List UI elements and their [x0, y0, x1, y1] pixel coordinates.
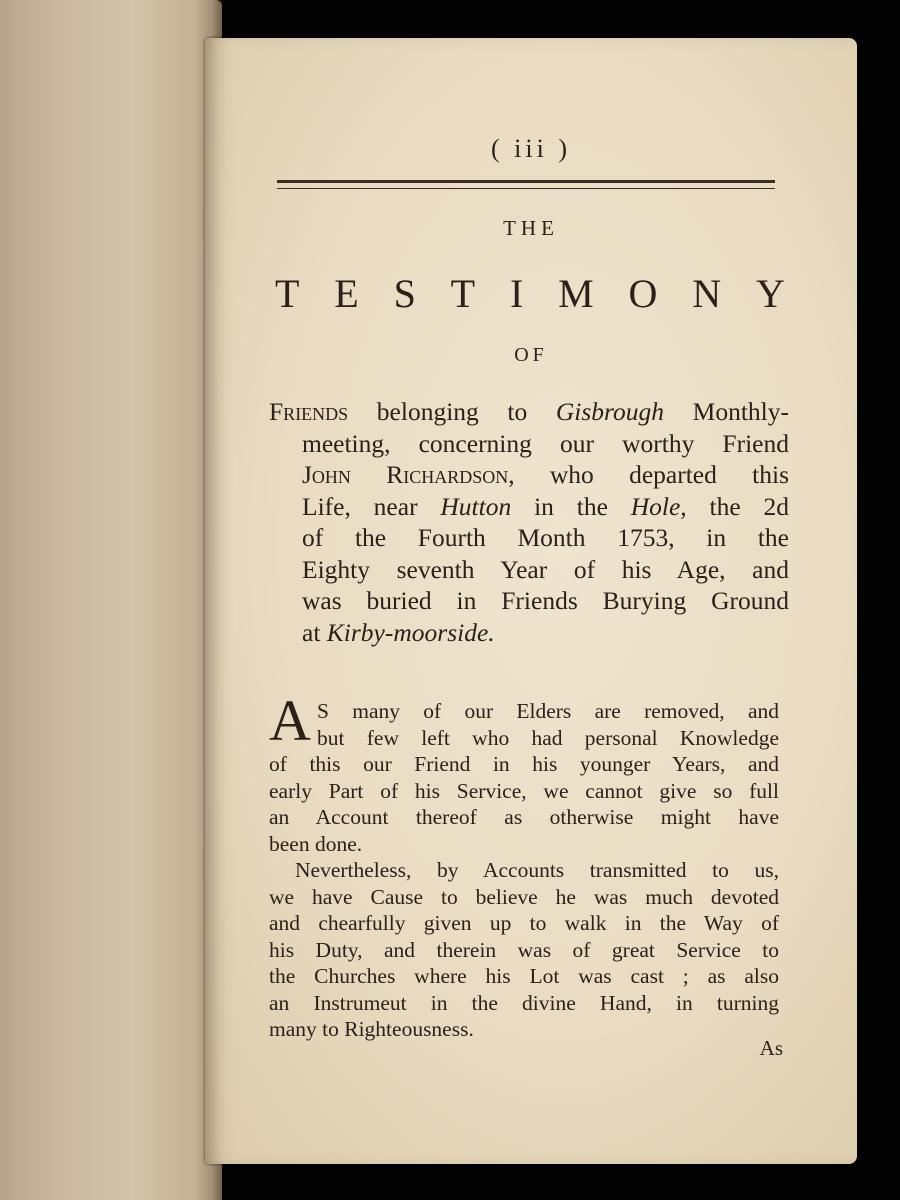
intro-line — [269, 617, 789, 649]
book-page — [205, 38, 857, 1164]
left-facing-page — [0, 0, 222, 1200]
intro-line: meeting, concerning our worthy Friend — [302, 428, 789, 458]
body-line: an Instrumeut in the divine Hand, in turning — [269, 990, 779, 1015]
heading-letter: Y — [756, 271, 785, 316]
intro-line: of the Fourth Month 1753, in the — [302, 523, 789, 552]
intro-text: in the — [511, 491, 631, 521]
body-line: but few left who had personal Knowledge — [317, 725, 779, 750]
heading-letter: M — [558, 271, 594, 316]
intro-line: was buried in Friends Burying Ground — [302, 586, 789, 615]
heading-letter: O — [628, 271, 658, 316]
person-name: John Richardson, — [302, 460, 515, 489]
body-line: and chearfully given up to walk in the Way of — [269, 911, 779, 935]
heading-letter: E — [334, 271, 359, 316]
intro-line: Eighty seventh Year of his Age, and — [302, 554, 789, 584]
paragraph-2 — [269, 857, 779, 1043]
place-name: Hutton — [440, 491, 512, 521]
intro-text: the 2d — [686, 491, 789, 521]
intro-text: belonging to — [348, 397, 556, 426]
place-name: Gisbrough — [555, 397, 665, 426]
intro-text: at — [302, 617, 327, 647]
intro-line — [269, 491, 789, 523]
body-line: S many of our Elders are removed, and — [317, 699, 779, 723]
body-line: his Duty, and therein was of great Service to — [269, 937, 779, 962]
place-name: Kirby-moorside. — [326, 617, 495, 647]
intro-paragraph — [269, 396, 789, 648]
body-line: Nevertheless, by Accounts transmitted to us, — [295, 858, 779, 882]
body-line: the Churches where his Lot was cast ; as also — [269, 964, 779, 988]
page-number: ( iii ) — [491, 134, 571, 163]
intro-text: who departed this — [514, 460, 789, 489]
double-rule — [277, 180, 775, 189]
drop-cap: A — [269, 688, 311, 753]
body-line: early Part of his Service, we cannot give so full — [269, 778, 779, 803]
heading-of: OF — [514, 344, 548, 366]
rule-thin — [277, 188, 775, 189]
body-text — [269, 688, 779, 1043]
paragraph-1 — [269, 688, 779, 857]
intro-smallcaps: Friends — [269, 397, 349, 426]
body-line: we have Cause to believe he was much devoted — [269, 884, 779, 909]
place-name: Hole, — [630, 491, 687, 521]
catchword: As — [759, 1036, 783, 1060]
rule-thick — [277, 180, 775, 183]
heading-letter: N — [692, 271, 722, 316]
body-line: of this our Friend in his younger Years, and — [269, 752, 779, 776]
heading-the: THE — [503, 216, 559, 240]
body-line: been done. — [269, 831, 363, 856]
intro-text: Monthly- — [664, 397, 789, 426]
body-line: many to Righteousness. — [269, 1017, 474, 1041]
intro-text: Life, near — [302, 491, 441, 521]
heading-letter: T — [450, 271, 476, 316]
heading-letter: T — [275, 271, 300, 316]
intro-line — [269, 459, 789, 491]
intro-line — [269, 396, 789, 428]
heading-letter: S — [393, 271, 416, 316]
heading-testimony — [275, 270, 785, 317]
body-line: an Account thereof as otherwise might have — [269, 805, 779, 829]
heading-letter: I — [509, 271, 524, 316]
